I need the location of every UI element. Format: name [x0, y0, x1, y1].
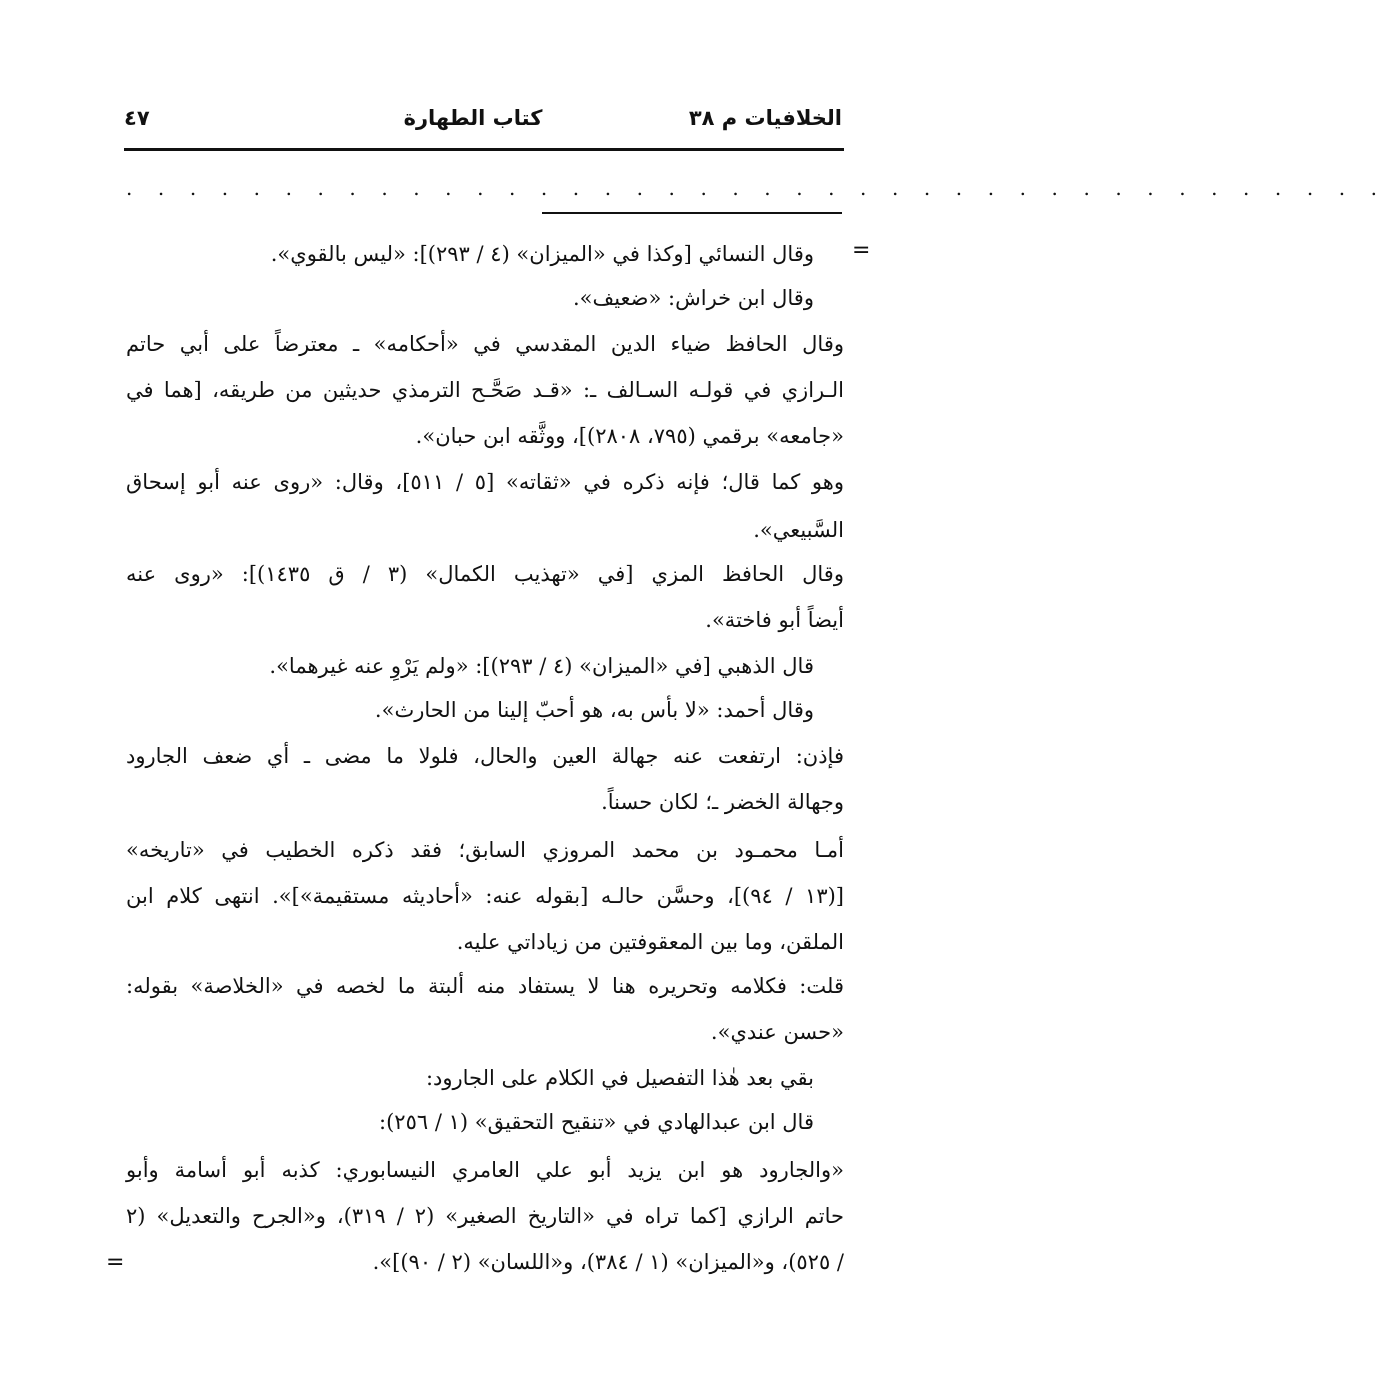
- running-title: الخلافيات م ٣٨: [688, 106, 842, 130]
- text-line: أمـا محمـود بن محمد المروزي السابق؛ فقد ذكره الخطيب في «تاريخه»: [126, 838, 844, 862]
- text-line: بقي بعد هٰذا التفصيل في الكلام على الجارود:: [425, 1066, 814, 1090]
- text-line: [(١٣ / ٩٤)]، وحسَّن حالـه [بقوله عنه: «أحاديثه مستقيمة»]». انتهى كلام ابن: [126, 884, 844, 908]
- text-line: قال ابن عبدالهادي في «تنقيح التحقيق» (١ / ٢٥٦):: [379, 1110, 814, 1134]
- text-line: الـرازي في قولـه السـالف ـ: «قـد صَحَّـح الترمذي حديثين من طريقه، [هما في: [126, 378, 844, 402]
- header-rule: [124, 148, 844, 151]
- text-line: وقال ابن خراش: «ضعيف».: [572, 286, 814, 310]
- dotted-separator: . . . . . . . . . . . . . . . . . . . . . . . . . . . . . . . . . . . . . . . .: [126, 176, 1387, 200]
- text-line: وهو كما قال؛ فإنه ذكره في «ثقاته» [٥ / ٥١١]، وقال: «روى عنه أبو إسحاق: [126, 470, 844, 494]
- continuation-mark-bottom: =: [106, 1250, 125, 1275]
- text-line: «جامعه» برقمي (٧٩٥، ٢٨٠٨)]، ووثَّقه ابن حبان».: [415, 424, 844, 448]
- text-line: قلت: فكلامه وتحريره هنا لا يستفاد منه ألبتة ما لخصه في «الخلاصة» بقوله:: [126, 974, 844, 998]
- text-line: السَّبيعي».: [753, 518, 844, 542]
- text-line: «والجارود هو ابن يزيد أبو علي العامري النيسابوري: كذبه أبو أسامة وأبو: [126, 1158, 844, 1182]
- text-line: وقال الحافظ ضياء الدين المقدسي في «أحكامه» ـ معترضاً على أبي حاتم: [126, 332, 844, 356]
- page-number: ٤٧: [124, 106, 150, 130]
- text-line: «حسن عندي».: [710, 1020, 844, 1044]
- continuation-mark-top: =: [852, 238, 871, 263]
- text-line: قال الذهبي [في «الميزان» (٤ / ٢٩٣)]: «ولم يَرْوِ عنه غيرهما».: [269, 654, 814, 678]
- text-line: أيضاً أبو فاختة».: [705, 608, 844, 632]
- footnote-rule: [542, 212, 842, 214]
- text-line: فإذن: ارتفعت عنه جهالة العين والحال، فلولا ما مضى ـ أي ضعف الجارود: [126, 744, 844, 768]
- text-line: / ٥٢٥)، و«الميزان» (١ / ٣٨٤)، و«اللسان» (٢ / ٩٠)]».: [372, 1250, 844, 1274]
- text-line: وقال النسائي [وكذا في «الميزان» (٤ / ٢٩٣)]: «ليس بالقوي».: [270, 242, 814, 266]
- text-line: وقال أحمد: «لا بأس به، هو أحبّ إلينا من الحارث».: [374, 698, 814, 722]
- text-line: وجهالة الخضر ـ؛ لكان حسناً.: [601, 790, 844, 814]
- text-line: حاتم الرازي [كما تراه في «التاريخ الصغير» (٢ / ٣١٩)، و«الجرح والتعديل» (٢: [126, 1204, 844, 1228]
- chapter-title: كتاب الطهارة: [403, 106, 543, 130]
- text-line: الملقن، وما بين المعقوفتين من زياداتي عليه.: [456, 930, 844, 954]
- text-line: وقال الحافظ المزي [في «تهذيب الكمال» (٣ / ق ١٤٣٥)]: «روى عنه: [126, 562, 844, 586]
